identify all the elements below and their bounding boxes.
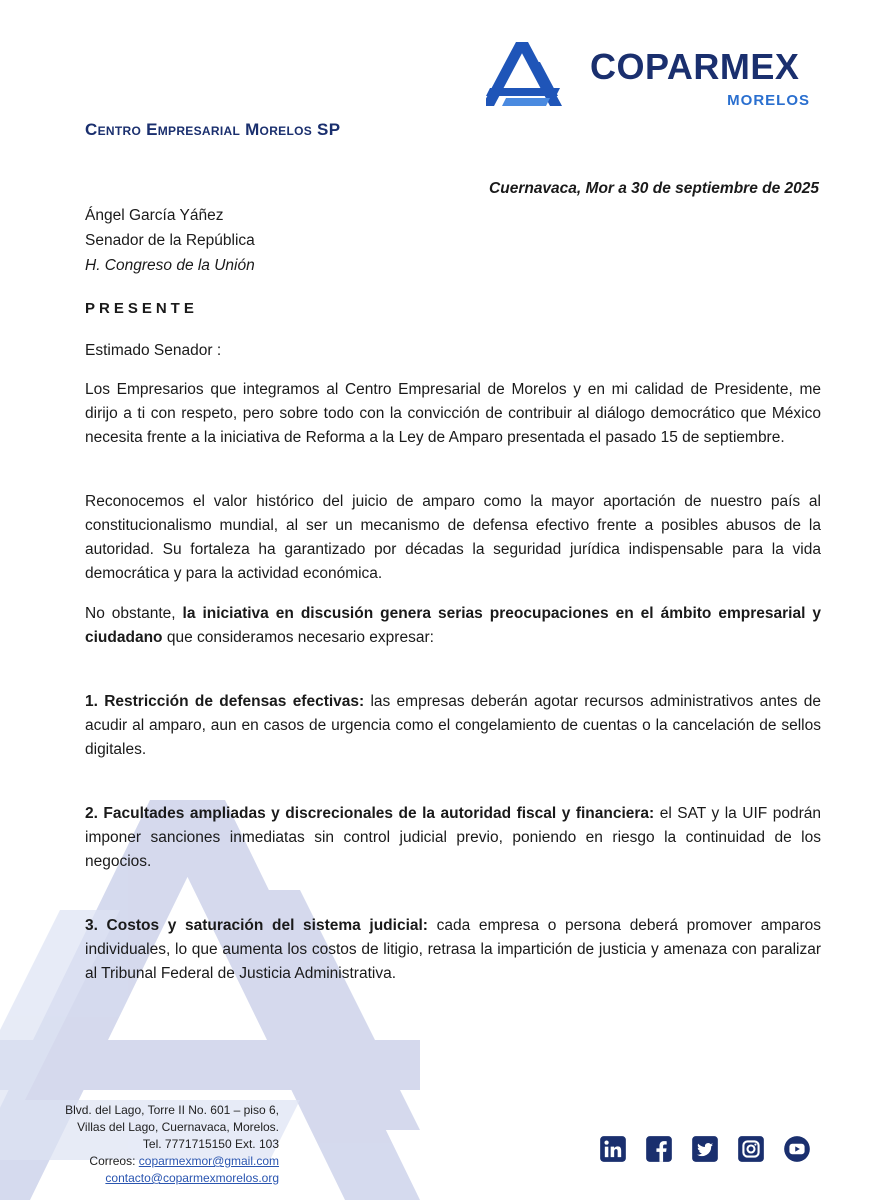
point-1 [85, 690, 821, 762]
youtube-icon[interactable] [782, 1134, 812, 1164]
organization-name: Centro Empresarial Morelos SP [85, 120, 341, 139]
concerns-end: que consideramos necesario expresar: [162, 629, 434, 646]
presente-heading: PRESENTE [85, 300, 198, 317]
emails [65, 1153, 279, 1170]
footer-address [65, 1102, 279, 1187]
brand-sub: MORELOS [727, 92, 810, 109]
paragraph-intro: Los Empresarios que integramos al Centro Empresarial de Morelos y en mi calidad de Presidente, me dirijo a ti con respeto, pero sobre todo con la convicción de contribuir al diálogo democrático que México necesita frente a la iniciativa de Reforma a la Ley de Amparo presentada el pasado 15 de septiembre. [85, 381, 821, 446]
point-2-text: el SAT y la UIF podrán imponer sanciones inmediatas sin control judicial previo, poniendo en riesgo la continuidad de los negocios. [85, 805, 821, 870]
point-3-title: 3. Costos y saturación del sistema judicial: [85, 917, 428, 934]
point-3-text: cada empresa o persona deberá promover amparos individuales, lo que aumenta los costos de litigio, retrasa la impartición de justicia y amenaza con paralizar al Tribunal Federal de Justicia Administrativa. [85, 917, 821, 982]
point-3 [85, 914, 821, 986]
address-line-1: Blvd. del Lago, Torre II No. 601 – piso 6, [65, 1103, 279, 1117]
paragraph-concerns [85, 602, 821, 650]
instagram-icon[interactable] [736, 1134, 766, 1164]
point-1-text: las empresas deberán agotar recursos administrativos antes de acudir al amparo, aun en casos de urgencia como el congelamiento de cuentas o la cancelación de sellos digitales. [85, 693, 821, 758]
linkedin-icon[interactable] [598, 1134, 628, 1164]
address-line-2: Villas del Lago, Cuernavaca, Morelos. [77, 1120, 279, 1134]
concerns-bold: la iniciativa en discusión genera serias preocupaciones en el ámbito empresarial y ciudadano [85, 605, 821, 646]
point-2-title: 2. Facultades ampliadas y discrecionales de la autoridad fiscal y financiera: [85, 805, 655, 822]
recipient-block [85, 203, 255, 278]
email-link-2[interactable]: contacto@coparmexmorelos.org [105, 1171, 279, 1185]
brand-name: COPARMEX [590, 46, 800, 87]
concerns-start: No obstante, [85, 605, 183, 622]
emails-label: Correos: [89, 1154, 139, 1168]
email-link-1[interactable]: coparmexmor@gmail.com [138, 1154, 279, 1168]
recipient-institution: H. Congreso de la Unión [85, 257, 255, 274]
point-2 [85, 802, 821, 874]
letter-date: Cuernavaca, Mor a 30 de septiembre de 2025 [489, 180, 819, 197]
facebook-icon[interactable] [644, 1134, 674, 1164]
phone: Tel. 7771715150 Ext. 103 [142, 1137, 279, 1151]
recipient-name: Ángel García Yáñez [85, 207, 224, 224]
salutation: Estimado Senador : [85, 342, 222, 359]
recipient-title: Senador de la República [85, 232, 255, 249]
coparmex-logo-icon [486, 40, 566, 110]
coparmex-logo [486, 40, 816, 112]
paragraph-amparo-value: Reconocemos el valor histórico del juicio de amparo como la mayor aportación de nuestro país al constitucionalismo mundial, al ser un mecanismo de defensa efectivo frente a posibles abusos de la autoridad. Su fortaleza ha garantizado por décadas la seguridad jurídica indispensable para la vida democrática y para la actividad económica. [85, 493, 821, 582]
twitter-icon[interactable] [690, 1134, 720, 1164]
social-links [598, 1134, 812, 1164]
point-1-title: 1. Restricción de defensas efectivas: [85, 693, 365, 710]
